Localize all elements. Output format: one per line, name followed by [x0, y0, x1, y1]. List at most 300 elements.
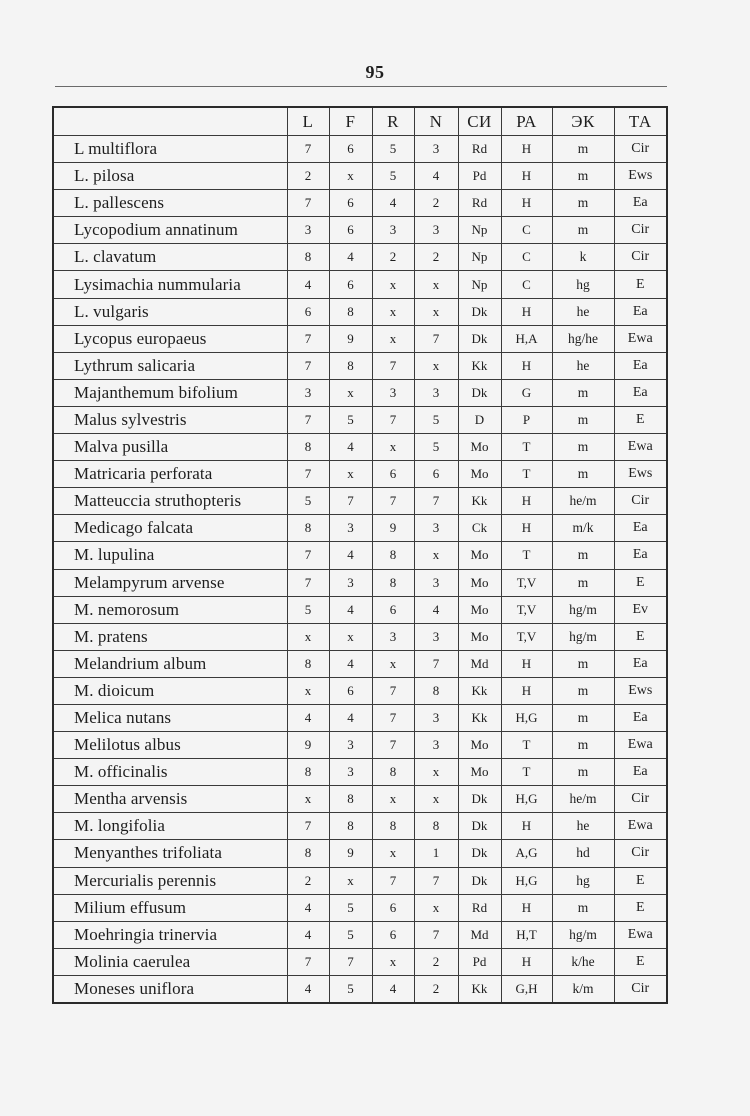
moisture-value-cell: 8 — [329, 298, 372, 325]
reaction-value-cell: 6 — [372, 596, 414, 623]
ta-value-cell: E — [614, 623, 667, 650]
ra-value-cell: G,H — [501, 975, 552, 1003]
ta-value-cell: Cir — [614, 244, 667, 271]
table-row — [53, 515, 667, 542]
species-name-cell: Malva pusilla — [53, 434, 287, 461]
reaction-value-cell: 6 — [372, 894, 414, 921]
table-row — [53, 569, 667, 596]
table-row — [53, 406, 667, 433]
moisture-value-cell: x — [329, 867, 372, 894]
species-name-cell: Melandrium album — [53, 650, 287, 677]
species-name-cell: Melilotus albus — [53, 732, 287, 759]
ek-value-cell: hd — [552, 840, 614, 867]
light-value-cell: 8 — [287, 244, 329, 271]
moisture-value-cell: 5 — [329, 975, 372, 1003]
moisture-value-cell: 4 — [329, 244, 372, 271]
ta-value-cell: Ea — [614, 704, 667, 731]
light-value-cell: 4 — [287, 271, 329, 298]
nitrogen-value-cell: 7 — [414, 650, 458, 677]
ra-value-cell: T,V — [501, 569, 552, 596]
light-value-cell: 4 — [287, 704, 329, 731]
nitrogen-value-cell: 3 — [414, 136, 458, 163]
table-row — [53, 650, 667, 677]
table-row — [53, 732, 667, 759]
moisture-value-cell: 6 — [329, 136, 372, 163]
light-value-cell: 8 — [287, 434, 329, 461]
si-value-cell: Md — [458, 921, 501, 948]
table-header-row — [53, 107, 667, 136]
table-row — [53, 244, 667, 271]
nitrogen-value-cell: x — [414, 352, 458, 379]
si-value-cell: Dk — [458, 379, 501, 406]
table-row — [53, 488, 667, 515]
table-row — [53, 163, 667, 190]
table-row — [53, 867, 667, 894]
ra-value-cell: H,A — [501, 325, 552, 352]
table-row — [53, 921, 667, 948]
ra-value-cell: H — [501, 650, 552, 677]
ta-value-cell: E — [614, 569, 667, 596]
si-value-cell: D — [458, 406, 501, 433]
nitrogen-value-cell: x — [414, 759, 458, 786]
si-value-cell: Dk — [458, 325, 501, 352]
ra-value-cell: T — [501, 461, 552, 488]
si-value-cell: Mo — [458, 461, 501, 488]
moisture-value-cell: 3 — [329, 759, 372, 786]
nitrogen-value-cell: 5 — [414, 406, 458, 433]
ra-value-cell: H — [501, 813, 552, 840]
ra-value-cell: G — [501, 379, 552, 406]
light-value-cell: 2 — [287, 867, 329, 894]
table-row — [53, 759, 667, 786]
species-name-cell: Menyanthes trifoliata — [53, 840, 287, 867]
table-row — [53, 298, 667, 325]
moisture-value-cell: 8 — [329, 786, 372, 813]
light-value-cell: 7 — [287, 569, 329, 596]
table-row — [53, 677, 667, 704]
light-value-cell: 7 — [287, 813, 329, 840]
light-value-cell: 3 — [287, 379, 329, 406]
reaction-value-cell: 3 — [372, 379, 414, 406]
ek-value-cell: k — [552, 244, 614, 271]
column-header-ta: ТА — [614, 107, 667, 136]
ta-value-cell: Ea — [614, 352, 667, 379]
species-name-cell: M. longifolia — [53, 813, 287, 840]
ek-value-cell: hg/he — [552, 325, 614, 352]
ra-value-cell: H — [501, 190, 552, 217]
reaction-value-cell: 8 — [372, 759, 414, 786]
reaction-value-cell: x — [372, 948, 414, 975]
ta-value-cell: Cir — [614, 786, 667, 813]
moisture-value-cell: 5 — [329, 406, 372, 433]
si-value-cell: Mo — [458, 434, 501, 461]
ra-value-cell: T,V — [501, 623, 552, 650]
si-value-cell: Ck — [458, 515, 501, 542]
nitrogen-value-cell: 3 — [414, 704, 458, 731]
ek-value-cell: he — [552, 352, 614, 379]
table-row — [53, 596, 667, 623]
ra-value-cell: C — [501, 217, 552, 244]
species-name-cell: L. vulgaris — [53, 298, 287, 325]
light-value-cell: 8 — [287, 840, 329, 867]
reaction-value-cell: x — [372, 786, 414, 813]
ta-value-cell: Ea — [614, 650, 667, 677]
ra-value-cell: H — [501, 352, 552, 379]
reaction-value-cell: 8 — [372, 569, 414, 596]
table-row — [53, 325, 667, 352]
species-name-cell: Moneses uniflora — [53, 975, 287, 1003]
table-row — [53, 623, 667, 650]
reaction-value-cell: 7 — [372, 677, 414, 704]
ta-value-cell: Ewa — [614, 921, 667, 948]
si-value-cell: Dk — [458, 840, 501, 867]
moisture-value-cell: 3 — [329, 732, 372, 759]
ra-value-cell: A,G — [501, 840, 552, 867]
moisture-value-cell: 6 — [329, 217, 372, 244]
species-name-cell: Lycopus europaeus — [53, 325, 287, 352]
light-value-cell: 8 — [287, 650, 329, 677]
species-name-cell: Milium effusum — [53, 894, 287, 921]
ra-value-cell: H — [501, 515, 552, 542]
ek-value-cell: m — [552, 732, 614, 759]
moisture-value-cell: 4 — [329, 650, 372, 677]
species-name-cell: Medicago falcata — [53, 515, 287, 542]
reaction-value-cell: 7 — [372, 704, 414, 731]
ek-value-cell: m — [552, 163, 614, 190]
nitrogen-value-cell: 1 — [414, 840, 458, 867]
moisture-value-cell: x — [329, 461, 372, 488]
light-value-cell: 3 — [287, 217, 329, 244]
moisture-value-cell: 9 — [329, 325, 372, 352]
header-rule — [55, 86, 667, 87]
reaction-value-cell: 7 — [372, 732, 414, 759]
nitrogen-value-cell: x — [414, 298, 458, 325]
ek-value-cell: k/m — [552, 975, 614, 1003]
species-name-cell: Mercurialis perennis — [53, 867, 287, 894]
nitrogen-value-cell: 7 — [414, 867, 458, 894]
moisture-value-cell: 4 — [329, 542, 372, 569]
reaction-value-cell: x — [372, 325, 414, 352]
table-row — [53, 190, 667, 217]
ta-value-cell: Cir — [614, 975, 667, 1003]
ek-value-cell: m — [552, 136, 614, 163]
si-value-cell: Kk — [458, 704, 501, 731]
nitrogen-value-cell: 2 — [414, 975, 458, 1003]
reaction-value-cell: x — [372, 434, 414, 461]
nitrogen-value-cell: x — [414, 894, 458, 921]
table-row — [53, 136, 667, 163]
ta-value-cell: Ea — [614, 298, 667, 325]
ta-value-cell: Ewa — [614, 434, 667, 461]
table-row — [53, 975, 667, 1003]
reaction-value-cell: x — [372, 298, 414, 325]
page-number: 95 — [365, 62, 385, 82]
nitrogen-value-cell: 4 — [414, 163, 458, 190]
species-table — [52, 106, 668, 1004]
table-row — [53, 217, 667, 244]
nitrogen-value-cell: 7 — [414, 325, 458, 352]
moisture-value-cell: 7 — [329, 488, 372, 515]
nitrogen-value-cell: x — [414, 786, 458, 813]
si-value-cell: Mo — [458, 542, 501, 569]
reaction-value-cell: 9 — [372, 515, 414, 542]
table-row — [53, 704, 667, 731]
nitrogen-value-cell: x — [414, 542, 458, 569]
si-value-cell: Kk — [458, 488, 501, 515]
ra-value-cell: H — [501, 488, 552, 515]
ta-value-cell: Ewa — [614, 813, 667, 840]
ra-value-cell: H — [501, 894, 552, 921]
ra-value-cell: H — [501, 677, 552, 704]
ta-value-cell: Ewa — [614, 732, 667, 759]
nitrogen-value-cell: 7 — [414, 921, 458, 948]
light-value-cell: 8 — [287, 759, 329, 786]
moisture-value-cell: 4 — [329, 596, 372, 623]
nitrogen-value-cell: 2 — [414, 948, 458, 975]
ek-value-cell: m — [552, 434, 614, 461]
ek-value-cell: m — [552, 461, 614, 488]
ta-value-cell: E — [614, 867, 667, 894]
light-value-cell: 7 — [287, 406, 329, 433]
ek-value-cell: he/m — [552, 786, 614, 813]
light-value-cell: 2 — [287, 163, 329, 190]
ra-value-cell: C — [501, 271, 552, 298]
ra-value-cell: H,T — [501, 921, 552, 948]
ra-value-cell: H,G — [501, 867, 552, 894]
nitrogen-value-cell: 4 — [414, 596, 458, 623]
moisture-value-cell: 7 — [329, 948, 372, 975]
column-header-species — [53, 107, 287, 136]
ek-value-cell: m — [552, 894, 614, 921]
ta-value-cell: E — [614, 271, 667, 298]
table-body — [53, 136, 667, 1004]
nitrogen-value-cell: 8 — [414, 813, 458, 840]
species-name-cell: Lycopodium annatinum — [53, 217, 287, 244]
reaction-value-cell: 8 — [372, 813, 414, 840]
reaction-value-cell: 7 — [372, 352, 414, 379]
ta-value-cell: Ea — [614, 515, 667, 542]
ra-value-cell: P — [501, 406, 552, 433]
species-name-cell: M. officinalis — [53, 759, 287, 786]
ek-value-cell: m — [552, 542, 614, 569]
ek-value-cell: m — [552, 569, 614, 596]
moisture-value-cell: 4 — [329, 434, 372, 461]
ra-value-cell: T,V — [501, 596, 552, 623]
ra-value-cell: H — [501, 298, 552, 325]
species-name-cell: L multiflora — [53, 136, 287, 163]
table-row — [53, 894, 667, 921]
nitrogen-value-cell: 3 — [414, 623, 458, 650]
moisture-value-cell: x — [329, 623, 372, 650]
si-value-cell: Np — [458, 217, 501, 244]
light-value-cell: 7 — [287, 948, 329, 975]
species-name-cell: M. nemorosum — [53, 596, 287, 623]
ta-value-cell: Cir — [614, 136, 667, 163]
ta-value-cell: Cir — [614, 217, 667, 244]
light-value-cell: 4 — [287, 975, 329, 1003]
light-value-cell: 9 — [287, 732, 329, 759]
si-value-cell: Dk — [458, 867, 501, 894]
ta-value-cell: E — [614, 406, 667, 433]
si-value-cell: Kk — [458, 677, 501, 704]
ta-value-cell: Ea — [614, 379, 667, 406]
si-value-cell: Pd — [458, 163, 501, 190]
table-row — [53, 352, 667, 379]
light-value-cell: 5 — [287, 596, 329, 623]
ta-value-cell: Ews — [614, 677, 667, 704]
light-value-cell: 8 — [287, 515, 329, 542]
si-value-cell: Rd — [458, 894, 501, 921]
light-value-cell: x — [287, 623, 329, 650]
ek-value-cell: he — [552, 813, 614, 840]
nitrogen-value-cell: 3 — [414, 732, 458, 759]
ta-value-cell: Ea — [614, 759, 667, 786]
reaction-value-cell: x — [372, 650, 414, 677]
si-value-cell: Md — [458, 650, 501, 677]
species-name-cell: Matteuccia struthopteris — [53, 488, 287, 515]
reaction-value-cell: 5 — [372, 163, 414, 190]
reaction-value-cell: 4 — [372, 190, 414, 217]
si-value-cell: Mo — [458, 732, 501, 759]
nitrogen-value-cell: 8 — [414, 677, 458, 704]
column-header-si: СИ — [458, 107, 501, 136]
column-header-n: N — [414, 107, 458, 136]
species-name-cell: Mentha arvensis — [53, 786, 287, 813]
ta-value-cell: E — [614, 894, 667, 921]
si-value-cell: Rd — [458, 190, 501, 217]
ta-value-cell: Cir — [614, 840, 667, 867]
species-name-cell: Melica nutans — [53, 704, 287, 731]
species-name-cell: L. pilosa — [53, 163, 287, 190]
table-row — [53, 786, 667, 813]
species-name-cell: Matricaria perforata — [53, 461, 287, 488]
light-value-cell: 5 — [287, 488, 329, 515]
ek-value-cell: hg — [552, 271, 614, 298]
species-name-cell: Melampyrum arvense — [53, 569, 287, 596]
reaction-value-cell: 7 — [372, 488, 414, 515]
light-value-cell: 4 — [287, 894, 329, 921]
reaction-value-cell: 3 — [372, 623, 414, 650]
species-name-cell: Molinia caerulea — [53, 948, 287, 975]
ra-value-cell: H,G — [501, 704, 552, 731]
reaction-value-cell: 4 — [372, 975, 414, 1003]
table-row — [53, 948, 667, 975]
table-row — [53, 813, 667, 840]
species-name-cell: M. dioicum — [53, 677, 287, 704]
ek-value-cell: k/he — [552, 948, 614, 975]
si-value-cell: Dk — [458, 813, 501, 840]
reaction-value-cell: 5 — [372, 136, 414, 163]
ek-value-cell: m — [552, 379, 614, 406]
column-header-l: L — [287, 107, 329, 136]
ek-value-cell: he/m — [552, 488, 614, 515]
light-value-cell: 7 — [287, 542, 329, 569]
ek-value-cell: m — [552, 759, 614, 786]
ra-value-cell: T — [501, 759, 552, 786]
species-name-cell: L. clavatum — [53, 244, 287, 271]
si-value-cell: Mo — [458, 623, 501, 650]
si-value-cell: Dk — [458, 786, 501, 813]
light-value-cell: 7 — [287, 136, 329, 163]
light-value-cell: 4 — [287, 921, 329, 948]
ra-value-cell: H — [501, 136, 552, 163]
moisture-value-cell: 4 — [329, 704, 372, 731]
table-row — [53, 542, 667, 569]
ek-value-cell: m — [552, 650, 614, 677]
ta-value-cell: Ews — [614, 461, 667, 488]
reaction-value-cell: 6 — [372, 461, 414, 488]
light-value-cell: 7 — [287, 325, 329, 352]
ek-value-cell: m — [552, 677, 614, 704]
table-row — [53, 434, 667, 461]
table-row — [53, 840, 667, 867]
si-value-cell: Dk — [458, 298, 501, 325]
moisture-value-cell: 6 — [329, 677, 372, 704]
light-value-cell: 7 — [287, 461, 329, 488]
ra-value-cell: H — [501, 163, 552, 190]
si-value-cell: Rd — [458, 136, 501, 163]
ra-value-cell: H — [501, 948, 552, 975]
ra-value-cell: T — [501, 542, 552, 569]
species-name-cell: Majanthemum bifolium — [53, 379, 287, 406]
ek-value-cell: m — [552, 704, 614, 731]
moisture-value-cell: 8 — [329, 352, 372, 379]
si-value-cell: Np — [458, 271, 501, 298]
moisture-value-cell: 5 — [329, 921, 372, 948]
ek-value-cell: m — [552, 406, 614, 433]
species-name-cell: Moehringia trinervia — [53, 921, 287, 948]
light-value-cell: 6 — [287, 298, 329, 325]
moisture-value-cell: 9 — [329, 840, 372, 867]
ek-value-cell: m — [552, 217, 614, 244]
ta-value-cell: Ewa — [614, 325, 667, 352]
si-value-cell: Mo — [458, 569, 501, 596]
nitrogen-value-cell: 3 — [414, 569, 458, 596]
ek-value-cell: hg — [552, 867, 614, 894]
column-header-ek: ЭК — [552, 107, 614, 136]
species-name-cell: M. pratens — [53, 623, 287, 650]
ta-value-cell: Ev — [614, 596, 667, 623]
nitrogen-value-cell: x — [414, 271, 458, 298]
nitrogen-value-cell: 2 — [414, 244, 458, 271]
reaction-value-cell: 7 — [372, 867, 414, 894]
light-value-cell: x — [287, 786, 329, 813]
nitrogen-value-cell: 5 — [414, 434, 458, 461]
si-value-cell: Np — [458, 244, 501, 271]
table-row — [53, 271, 667, 298]
column-header-ra: РА — [501, 107, 552, 136]
nitrogen-value-cell: 6 — [414, 461, 458, 488]
ra-value-cell: C — [501, 244, 552, 271]
si-value-cell: Mo — [458, 596, 501, 623]
moisture-value-cell: 3 — [329, 569, 372, 596]
ek-value-cell: hg/m — [552, 921, 614, 948]
species-name-cell: Lysimachia nummularia — [53, 271, 287, 298]
moisture-value-cell: 5 — [329, 894, 372, 921]
nitrogen-value-cell: 3 — [414, 515, 458, 542]
moisture-value-cell: 3 — [329, 515, 372, 542]
species-name-cell: L. pallescens — [53, 190, 287, 217]
ra-value-cell: H,G — [501, 786, 552, 813]
reaction-value-cell: x — [372, 840, 414, 867]
ra-value-cell: T — [501, 434, 552, 461]
ta-value-cell: Ews — [614, 163, 667, 190]
species-name-cell: Lythrum salicaria — [53, 352, 287, 379]
ek-value-cell: he — [552, 298, 614, 325]
reaction-value-cell: 8 — [372, 542, 414, 569]
ek-value-cell: m/k — [552, 515, 614, 542]
table-row — [53, 379, 667, 406]
